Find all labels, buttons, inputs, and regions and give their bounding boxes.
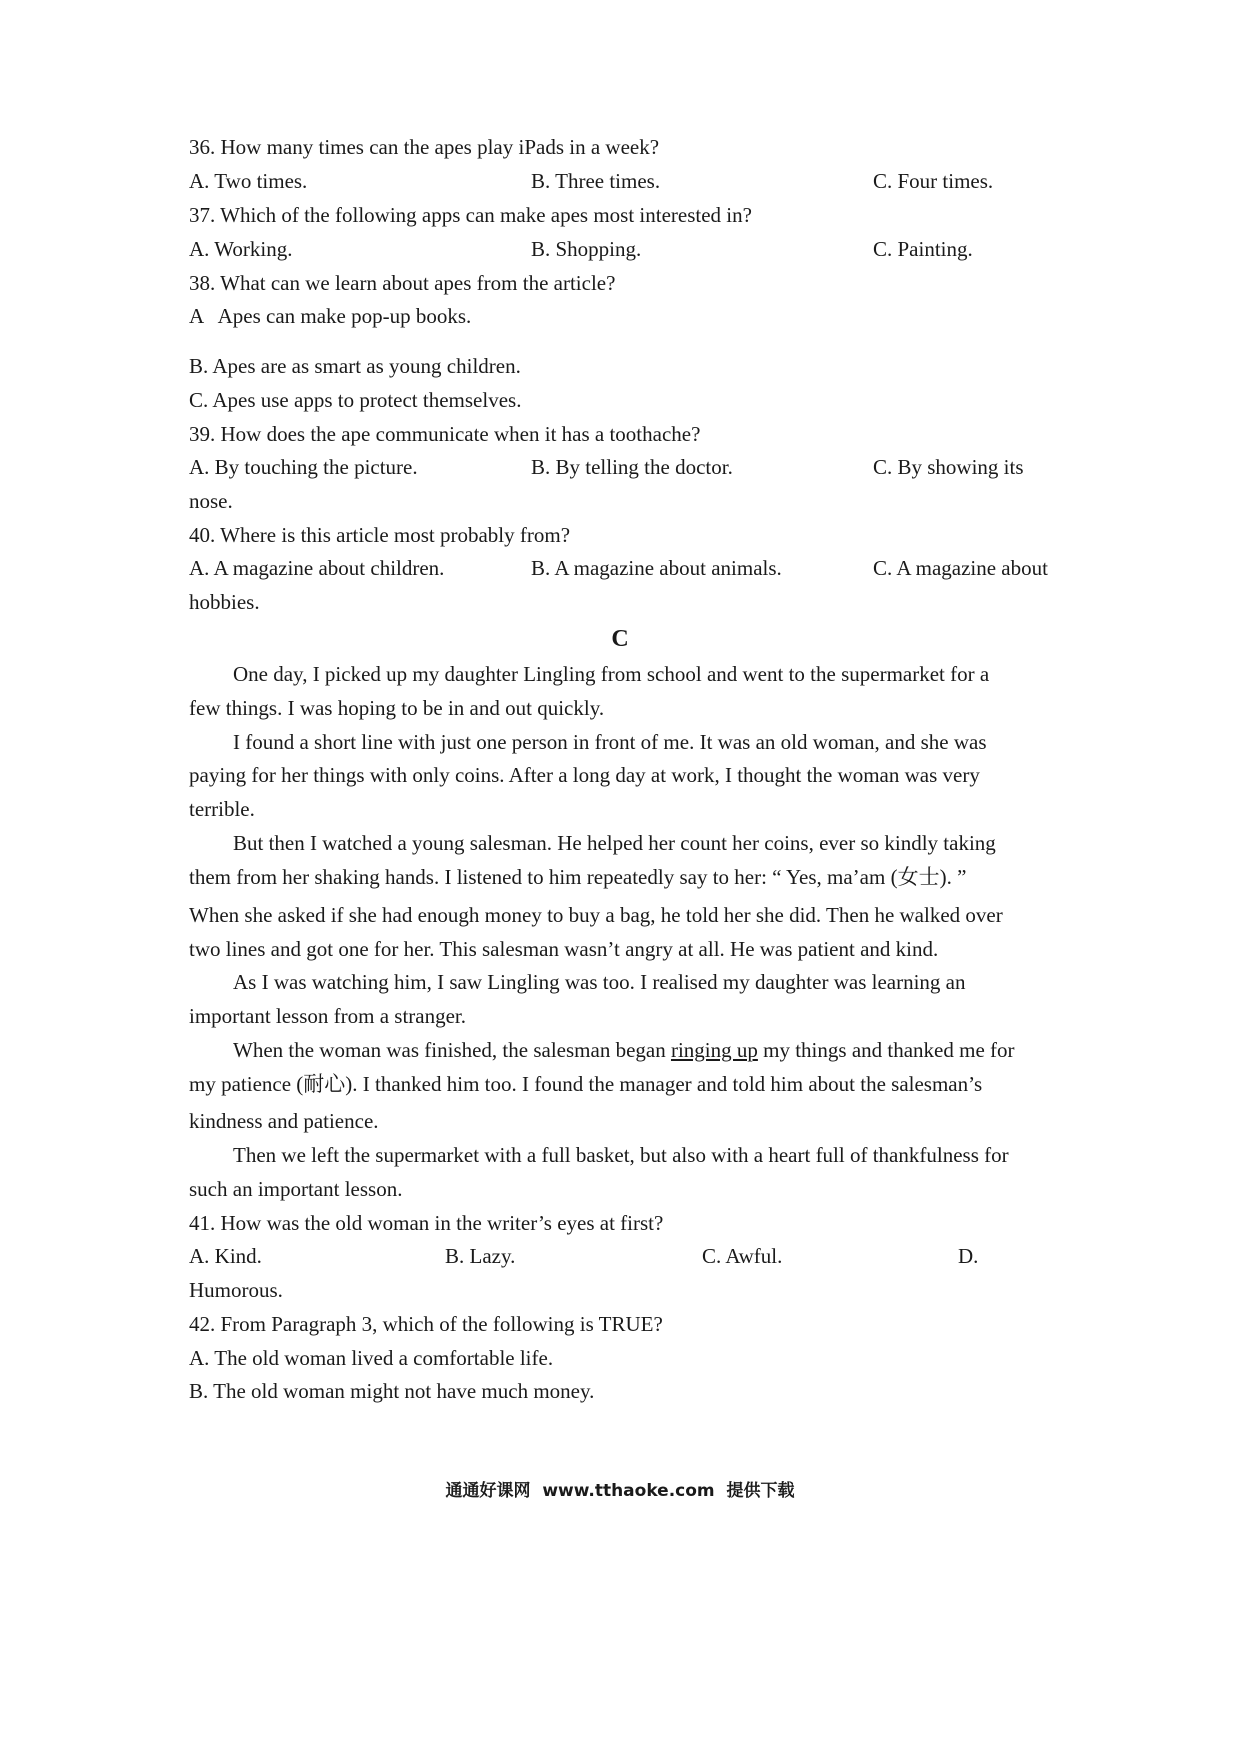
passage-line: such an important lesson. xyxy=(189,1177,403,1201)
passage-line: But then I watched a young salesman. He helped her count her coins, ever so kindly taking xyxy=(233,831,996,855)
q38-option-a: A Apes can make pop-up books. xyxy=(189,304,472,328)
passage-line: few things. I was hoping to be in and out quickly. xyxy=(189,696,605,720)
passage-line: important lesson from a stranger. xyxy=(189,1004,467,1028)
q42-option-b: B. The old woman might not have much money. xyxy=(189,1379,595,1403)
passage-text: When the woman was finished, the salesman began xyxy=(233,1038,671,1062)
passage-text: my things and thanked me for xyxy=(757,1038,1015,1062)
q40-option-c: C. A magazine about xyxy=(873,556,1048,580)
question-42: 42. From Paragraph 3, which of the following is TRUE? xyxy=(189,1312,663,1336)
question-41: 41. How was the old woman in the writer’s eyes at first? xyxy=(189,1211,664,1235)
passage-line xyxy=(233,1040,1015,1061)
q36-option-c: C. Four times. xyxy=(873,169,994,193)
question-39: 39. How does the ape communicate when it has a toothache? xyxy=(189,422,701,446)
passage-line: them from her shaking hands. I listened to him repeatedly say to her: “ Yes, ma’am (女士). ” xyxy=(189,865,967,889)
q39-option-c: C. By showing its xyxy=(873,455,1024,479)
q41-option-d-cont: Humorous. xyxy=(189,1278,283,1302)
q41-option-c: C. Awful. xyxy=(702,1244,783,1268)
underlined-phrase: ringing up xyxy=(670,1038,758,1062)
question-38: 38. What can we learn about apes from the article? xyxy=(189,271,616,295)
q40-option-b: B. A magazine about animals. xyxy=(531,556,782,580)
q40-option-a: A. A magazine about children. xyxy=(189,556,445,580)
q39-option-c-cont: nose. xyxy=(189,489,233,513)
q36-option-a: A. Two times. xyxy=(189,169,308,193)
passage-line: my patience (耐心). I thanked him too. I found the manager and told him about the salesman’s xyxy=(189,1072,983,1096)
question-36: 36. How many times can the apes play iPads in a week? xyxy=(189,135,660,159)
question-37: 37. Which of the following apps can make apes most interested in? xyxy=(189,203,752,227)
q41-option-d: D. xyxy=(958,1244,979,1268)
passage-line: kindness and patience. xyxy=(189,1109,379,1133)
q41-option-a: A. Kind. xyxy=(189,1244,262,1268)
q41-option-b: B. Lazy. xyxy=(445,1244,516,1268)
q38-option-b: B. Apes are as smart as young children. xyxy=(189,354,521,378)
passage-line: I found a short line with just one person in front of me. It was an old woman, and she was xyxy=(233,730,987,754)
q37-option-b: B. Shopping. xyxy=(531,237,642,261)
q37-option-c: C. Painting. xyxy=(873,237,973,261)
passage-line: Then we left the supermarket with a full basket, but also with a heart full of thankfulness for xyxy=(233,1143,1009,1167)
q40-option-c-cont: hobbies. xyxy=(189,590,260,614)
q38-option-c: C. Apes use apps to protect themselves. xyxy=(189,388,522,412)
passage-line: paying for her things with only coins. After a long day at work, I thought the woman was very xyxy=(189,763,980,787)
page-footer: 通通好课网 www.tthaoke.com 提供下载 xyxy=(445,1481,795,1501)
q39-option-a: A. By touching the picture. xyxy=(189,455,418,479)
passage-line: One day, I picked up my daughter Lingling from school and went to the supermarket for a xyxy=(233,662,990,686)
passage-line: two lines and got one for her. This salesman wasn’t angry at all. He was patient and kind. xyxy=(189,937,939,961)
passage-line: When she asked if she had enough money to buy a bag, he told her she did. Then he walked over xyxy=(189,903,1003,927)
q36-option-b: B. Three times. xyxy=(531,169,661,193)
q39-option-b: B. By telling the doctor. xyxy=(531,455,733,479)
passage-line: terrible. xyxy=(189,797,255,821)
passage-line: As I was watching him, I saw Lingling was too. I realised my daughter was learning an xyxy=(233,970,966,994)
q37-option-a: A. Working. xyxy=(189,237,293,261)
question-40: 40. Where is this article most probably from? xyxy=(189,523,571,547)
section-heading: C xyxy=(611,626,629,652)
q42-option-a: A. The old woman lived a comfortable life. xyxy=(189,1346,554,1370)
